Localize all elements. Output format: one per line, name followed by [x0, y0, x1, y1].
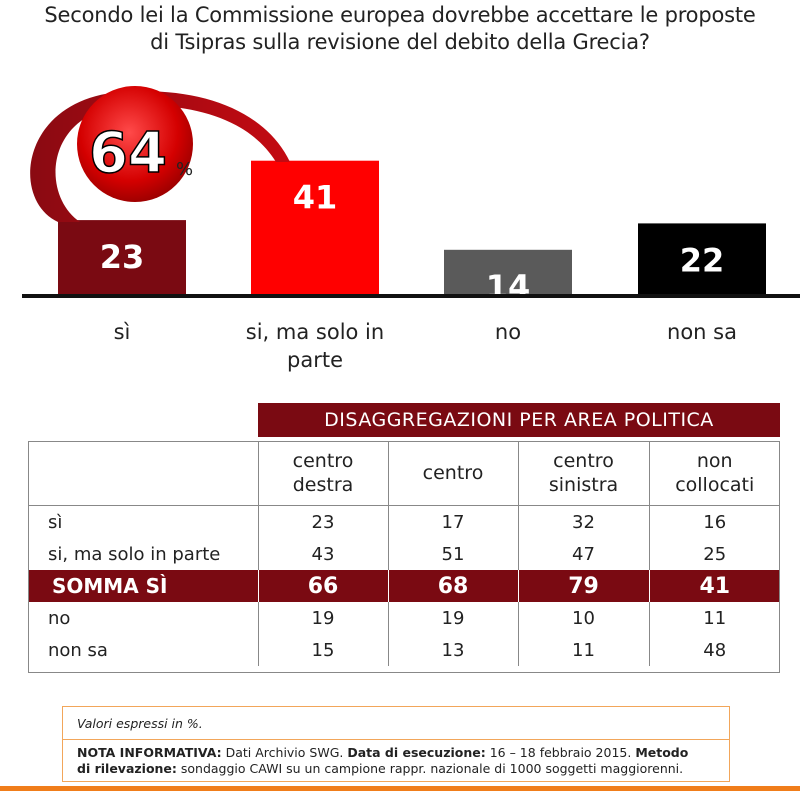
table-cell: 41	[649, 570, 780, 602]
column-header-line1: centro	[292, 450, 354, 472]
table-cell: 47	[518, 538, 649, 570]
table-column-headers	[28, 441, 780, 506]
column-header	[258, 441, 388, 506]
bar-value-label-1: 41	[292, 178, 338, 217]
table-cell: 43	[258, 538, 388, 570]
note-text: Dati Archivio SWG.	[221, 745, 348, 760]
table-cell: 23	[258, 506, 388, 539]
row-label: sì	[48, 511, 63, 533]
title-line-2: di Tsipras sulla revisione del debito della Grecia?	[150, 30, 650, 54]
survey-label: di rilevazione:	[77, 761, 177, 776]
column-header	[649, 441, 780, 506]
table-cell: 19	[388, 602, 518, 634]
chart-title	[0, 2, 800, 56]
table-header-banner: DISAGGREGAZIONI PER AREA POLITICA	[258, 403, 780, 437]
category-label-si-in-parte	[215, 318, 415, 374]
table-cell: 16	[649, 506, 780, 539]
table-cell: 13	[388, 634, 518, 666]
highlight-unit: %	[176, 159, 194, 180]
note-label: NOTA INFORMATIVA:	[77, 745, 222, 760]
table-row	[28, 538, 780, 570]
category-label-text-line1: si, ma solo in	[245, 320, 385, 344]
column-header-line1: centro	[553, 450, 614, 472]
table-row	[28, 602, 780, 634]
category-label-text: no	[494, 320, 522, 344]
table-cell: 10	[518, 602, 649, 634]
row-label: non sa	[48, 639, 108, 661]
category-label-non-sa	[622, 318, 782, 346]
table-corner-cell	[28, 441, 258, 506]
table-cell: 32	[518, 506, 649, 539]
category-label-si	[58, 318, 186, 346]
info-note-box	[62, 706, 730, 782]
bar-value-label-0: 23	[99, 238, 145, 277]
table-cell: 25	[649, 538, 780, 570]
table-cell: 11	[649, 602, 780, 634]
bar-chart	[0, 80, 800, 310]
survey-text: sondaggio CAWI su un campione rappr. nazionale di 1000 soggetti maggiorenni.	[176, 761, 684, 776]
column-header-line1: non	[696, 450, 733, 472]
category-label-text: sì	[113, 320, 131, 344]
row-label: no	[48, 607, 71, 629]
note-divider	[63, 739, 729, 740]
bar-value-label-2: 14	[485, 267, 531, 306]
table-cell: 19	[258, 602, 388, 634]
category-label-no	[444, 318, 572, 346]
column-header-line2: collocati	[675, 474, 755, 496]
category-label-text: non sa	[667, 320, 737, 344]
footer-accent-line	[0, 786, 800, 791]
table-cell: 51	[388, 538, 518, 570]
methodology-note	[77, 745, 688, 777]
table-row	[28, 634, 780, 666]
bar-value-label-3: 22	[679, 241, 725, 280]
breakdown-table	[28, 441, 780, 666]
units-note: Valori espressi in %.	[77, 716, 203, 731]
date-text: 16 – 18 febbraio 2015.	[485, 745, 636, 760]
title-line-1: Secondo lei la Commissione europea dovrebbe accettare le proposte	[44, 3, 756, 27]
column-header	[388, 441, 518, 506]
column-header-line2: destra	[292, 474, 354, 496]
column-header-line1: centro	[422, 462, 484, 484]
row-label: SOMMA SÌ	[28, 570, 258, 602]
table-row	[28, 506, 780, 539]
table-cell: 48	[649, 634, 780, 666]
column-header-line2: sinistra	[548, 474, 619, 496]
table-cell: 68	[388, 570, 518, 602]
row-label: si, ma solo in parte	[48, 543, 221, 565]
category-label-text-line2: parte	[287, 348, 343, 372]
table-row-somma	[28, 570, 780, 602]
column-header	[518, 441, 649, 506]
table-cell: 17	[388, 506, 518, 539]
highlight-value: 64	[89, 121, 167, 186]
date-label: Data di esecuzione:	[347, 745, 486, 760]
table-cell: 66	[258, 570, 388, 602]
table-cell: 11	[518, 634, 649, 666]
method-label: Metodo	[635, 745, 689, 760]
table-cell: 79	[518, 570, 649, 602]
table-cell: 15	[258, 634, 388, 666]
